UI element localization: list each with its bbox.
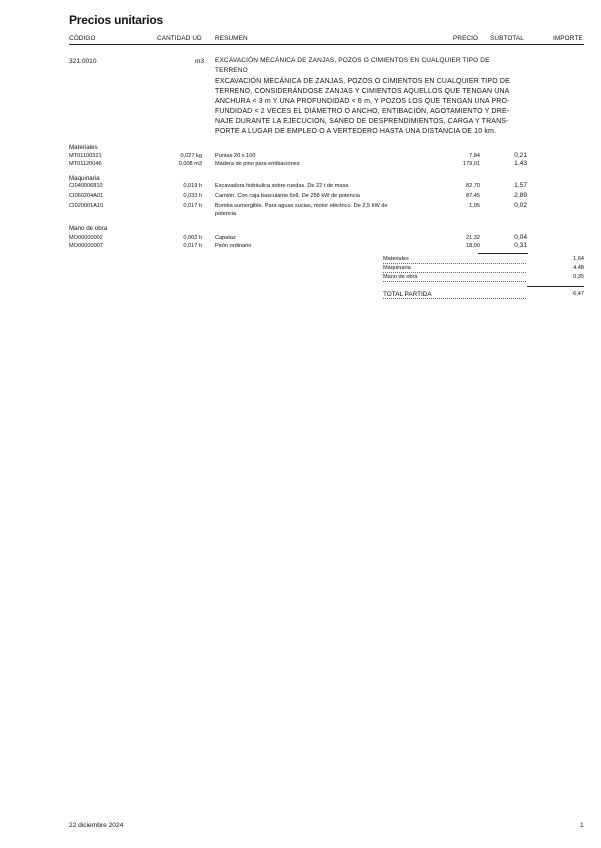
- total-value: 1,64: [573, 256, 584, 262]
- total-label: Maquinaria: [383, 265, 411, 271]
- description-line: ANCHURA < 3 m Y UNA PROFUNDIDAD < 6 m, Y POZOS LOS QUE TENGAN UNA PRO-: [215, 98, 510, 105]
- row-subtotal: 0,31: [514, 242, 527, 249]
- row-quantity: 0,017 h: [183, 203, 202, 209]
- row-code: MO00000007: [69, 243, 103, 249]
- total-partida-label: TOTAL PARTIDA: [383, 291, 432, 298]
- column-header-subtotal: SUBTOTAL: [490, 35, 524, 42]
- row-price: 1,05: [469, 203, 480, 209]
- item-short-title-line: EXCAVACIÓN MECÁNICA DE ZANJAS, POZOS O CIMIENTOS EN CUALQUIER TIPO DE: [215, 57, 490, 64]
- row-description: Puntas 20 x 100: [215, 153, 256, 159]
- row-code: CI020001A10: [69, 203, 104, 209]
- item-short-title-line: TERRENO: [215, 67, 248, 74]
- column-header-resumen: RESUMEN: [215, 35, 248, 42]
- total-line-maquinaria: [383, 265, 526, 274]
- row-description: Excavadora hidráulica sobre ruedas. De 22 t de masa: [215, 183, 349, 189]
- page-title: Precios unitarios: [69, 13, 163, 27]
- item-unit: m3: [195, 58, 205, 65]
- section-heading-materiales: Materiales: [69, 144, 98, 151]
- row-subtotal: 0,21: [514, 152, 527, 159]
- column-header-precio: PRECIO: [453, 35, 479, 42]
- total-value: 4,48: [573, 265, 584, 271]
- row-code: CI040006810: [69, 183, 103, 189]
- description-line: TERRENO, CONSIDERÁNDOSE ZANJAS Y CIMIENTOS AQUELLOS QUE TENGAN UNA: [215, 88, 510, 95]
- section-heading-maquinaria: Maquinaria: [69, 175, 100, 182]
- page-number: 1: [580, 822, 584, 829]
- row-quantity: 0,017 h: [183, 243, 202, 249]
- row-price: 87,45: [466, 193, 480, 199]
- row-quantity: 0,027 kg: [180, 153, 202, 159]
- total-label: Materiales: [383, 256, 409, 262]
- row-quantity: 0,019 h: [183, 183, 202, 189]
- row-price: 18,00: [466, 243, 480, 249]
- column-header-importe: IMPORTE: [553, 35, 583, 42]
- total-value: 0,35: [573, 274, 584, 280]
- row-code: MT01100321: [69, 153, 102, 159]
- section-heading-mano-de-obra: Mano de obra: [69, 225, 108, 232]
- row-subtotal: 1,43: [514, 160, 527, 167]
- row-description: Peón ordinario: [215, 243, 252, 249]
- total-line-mano-de-obra: [383, 274, 526, 283]
- footer-date: 22 diciembre 2024: [69, 822, 124, 829]
- row-price: 82,70: [466, 183, 480, 189]
- row-subtotal: 2,89: [514, 192, 527, 199]
- row-price: 179,01: [462, 161, 480, 167]
- row-code: MT01120046: [69, 161, 102, 167]
- total-divider: [527, 286, 584, 287]
- row-description: Camión. Con caja basculante 6x6. De 258 kW de potencia: [215, 193, 360, 199]
- row-description: Capataz: [215, 235, 236, 241]
- item-code: 321.0010: [69, 58, 97, 65]
- description-line: EXCAVACIÓN MECÁNICA DE ZANJAS, POZOS O CIMIENTOS EN CUALQUIER TIPO DE: [215, 78, 510, 85]
- header-divider: [69, 44, 584, 45]
- row-code: MO00000002: [69, 235, 103, 241]
- subtotal-divider: [478, 253, 528, 254]
- row-quantity: 0,033 h: [183, 193, 202, 199]
- row-price: 21,32: [466, 235, 480, 241]
- item-long-description: [215, 77, 530, 137]
- row-description: Bomba sumergible. Para aguas sucias, motor eléctrico. De 2,5 kW de: [215, 203, 388, 209]
- row-price: 7,84: [469, 153, 480, 159]
- description-line: NAJE DURANTE LA EJECUCIÓN, SANEO DE DESPRENDIMIENTOS, CARGA Y TRANS-: [215, 118, 509, 125]
- total-partida-line: [383, 291, 526, 300]
- column-header-cantidad: CANTIDAD UD: [157, 35, 202, 42]
- row-subtotal: 0,04: [514, 234, 527, 241]
- row-subtotal: 1,57: [514, 182, 527, 189]
- total-line-materiales: [383, 256, 526, 265]
- row-code: CI060204A01: [69, 193, 104, 199]
- row-description-continued: potencia: [215, 211, 237, 217]
- description-line: PORTE A LUGAR DE EMPLEO O A VERTEDERO HASTA UNA DISTANCIA DE 10 km.: [215, 128, 497, 135]
- total-label: Mano de obra: [383, 274, 418, 280]
- description-line: FUNDIDAD < 2 VECES EL DIÁMETRO O ANCHO, ENTIBACIÓN, AGOTAMIENTO Y DRE-: [215, 108, 510, 115]
- row-description: Madera de pino para entibaciones: [215, 161, 300, 167]
- row-quantity: 0,002 h: [183, 235, 202, 241]
- column-header-codigo: CÓDIGO: [69, 35, 96, 42]
- row-subtotal: 0,02: [514, 202, 527, 209]
- row-quantity: 0,008 m3: [178, 161, 202, 167]
- item-short-title: [215, 56, 530, 76]
- total-partida-value: 6,47: [573, 291, 584, 297]
